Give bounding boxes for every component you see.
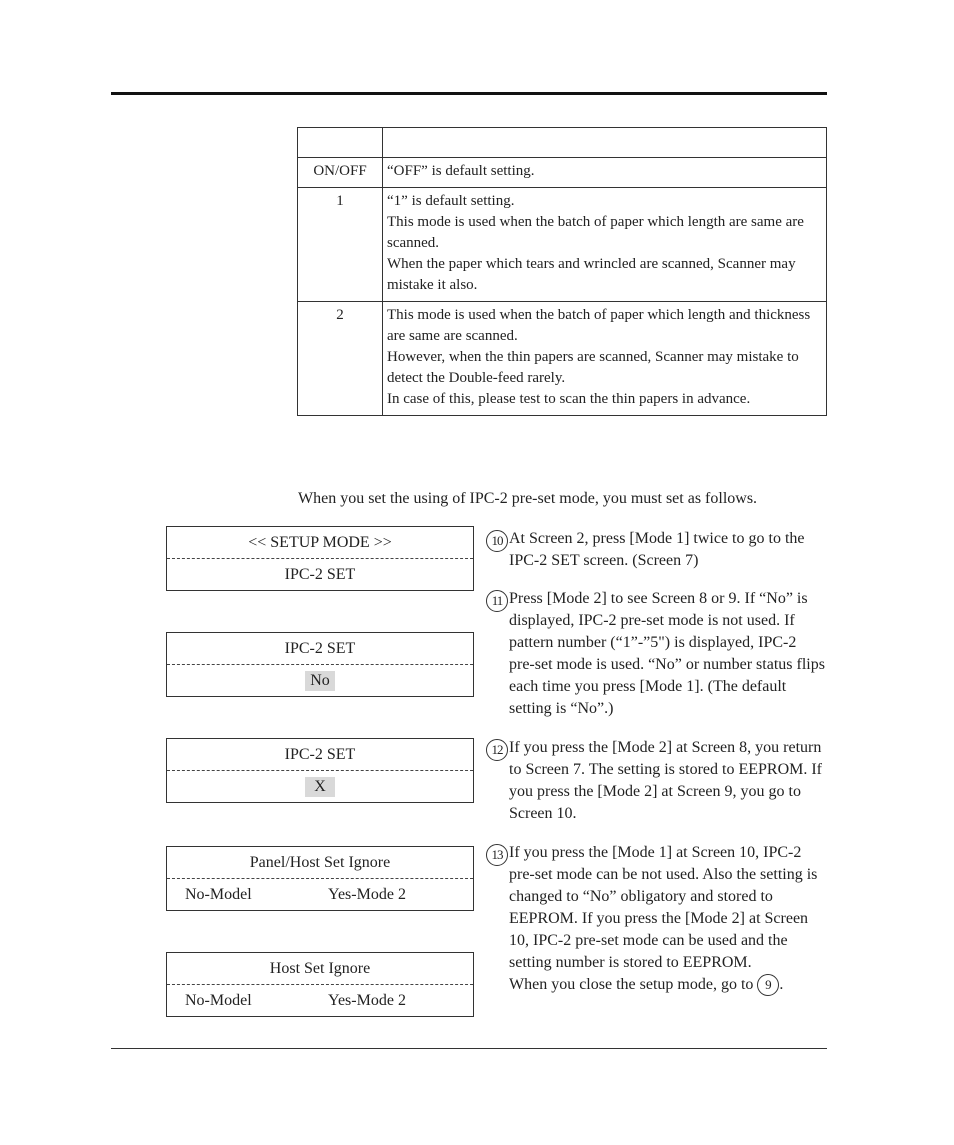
step-closing <box>509 974 826 996</box>
step-number-badge: 10 <box>486 530 508 552</box>
description-line: “1” is default setting. <box>387 193 515 209</box>
description-line: “OFF” is default setting. <box>387 163 535 179</box>
description-line: This mode is used when the batch of paper which length and thickness are same are scanned. <box>387 307 811 344</box>
step-number-badge: 11 <box>486 590 508 612</box>
closing-end: . <box>779 976 784 993</box>
table-cell-value: ON/OFF <box>298 158 383 188</box>
lcd-line-bottom: IPC-2 SET <box>284 566 356 583</box>
table-cell-value: 2 <box>298 302 383 416</box>
description-line: When the paper which tears and wrincled are scanned, Scanner may mistake it also. <box>387 256 796 293</box>
table-header-description <box>383 128 827 158</box>
table-header-row <box>298 128 827 158</box>
step-10 <box>486 528 826 572</box>
lcd-line-bottom <box>167 985 473 1016</box>
step-number-badge: 13 <box>486 844 508 866</box>
step-12 <box>486 737 826 825</box>
lcd-highlighted-value: No <box>305 671 335 691</box>
top-rule <box>111 92 827 95</box>
table-row <box>298 158 827 188</box>
step-reference-badge: 9 <box>757 974 779 996</box>
intro-text: When you set the using of IPC-2 pre-set mode, you must set as follows. <box>298 490 758 507</box>
lcd-option-left: No-Model <box>185 886 252 903</box>
closing-text: When you close the setup mode, go to <box>509 976 754 993</box>
table-header-value <box>298 128 383 158</box>
lcd-line-bottom <box>167 879 473 910</box>
lcd-line-top: << SETUP MODE >> <box>167 527 473 559</box>
step-number-badge: 12 <box>486 739 508 761</box>
step-11 <box>486 588 826 720</box>
table-cell-description <box>383 158 827 188</box>
lcd-line-top: IPC-2 SET <box>167 739 473 771</box>
step-text: If you press the [Mode 1] at Screen 10, IPC-2 pre-set mode can be not used. Also the setting is changed to “No” obligatory and stored to EEPROM. If you press the [Mode 2] at Screen 10, IPC-2 pre-set mode can be used and the setting number is stored to EEPROM. <box>509 844 818 971</box>
lcd-screen-7 <box>166 526 474 591</box>
lcd-line-bottom <box>167 771 473 802</box>
lcd-line-top: Host Set Ignore <box>167 953 473 985</box>
lcd-screen-10 <box>166 846 474 911</box>
lcd-option-left: No-Model <box>185 992 252 1009</box>
table-row <box>298 188 827 302</box>
table-cell-value: 1 <box>298 188 383 302</box>
lcd-line-bottom <box>167 665 473 696</box>
lcd-line-top: IPC-2 SET <box>167 633 473 665</box>
description-line: However, when the thin papers are scanned, Scanner may mistake to detect the Double-feed rarely. <box>387 349 799 386</box>
step-13 <box>486 842 826 996</box>
description-line: In case of this, please test to scan the thin papers in advance. <box>387 391 751 407</box>
lcd-screen-11 <box>166 952 474 1017</box>
lcd-line-top: Panel/Host Set Ignore <box>167 847 473 879</box>
lcd-screen-8 <box>166 632 474 697</box>
table-cell-description <box>383 302 827 416</box>
settings-table <box>297 127 827 416</box>
lcd-option-right: Yes-Mode 2 <box>328 992 406 1009</box>
table-cell-description <box>383 188 827 302</box>
bottom-rule <box>111 1048 827 1049</box>
lcd-option-right: Yes-Mode 2 <box>328 886 406 903</box>
table-row <box>298 302 827 416</box>
lcd-screen-9 <box>166 738 474 803</box>
step-text: If you press the [Mode 2] at Screen 8, you return to Screen 7. The setting is stored to EEPROM. If you press the [Mode 2] at Screen 9, you go to Screen 10. <box>509 739 822 822</box>
step-text: Press [Mode 2] to see Screen 8 or 9. If “No” is displayed, IPC-2 pre-set mode is not used. If pattern number (“1”-”5") is displayed, IPC-2 pre-set mode is used. “No” or number status flips each time you press [Mode 1]. (The default setting is “No”.) <box>509 590 825 717</box>
description-line: This mode is used when the batch of paper which length are same are scanned. <box>387 214 804 251</box>
step-text: At Screen 2, press [Mode 1] twice to go to the IPC-2 SET screen. (Screen 7) <box>509 530 805 569</box>
lcd-highlighted-value: X <box>305 777 335 797</box>
